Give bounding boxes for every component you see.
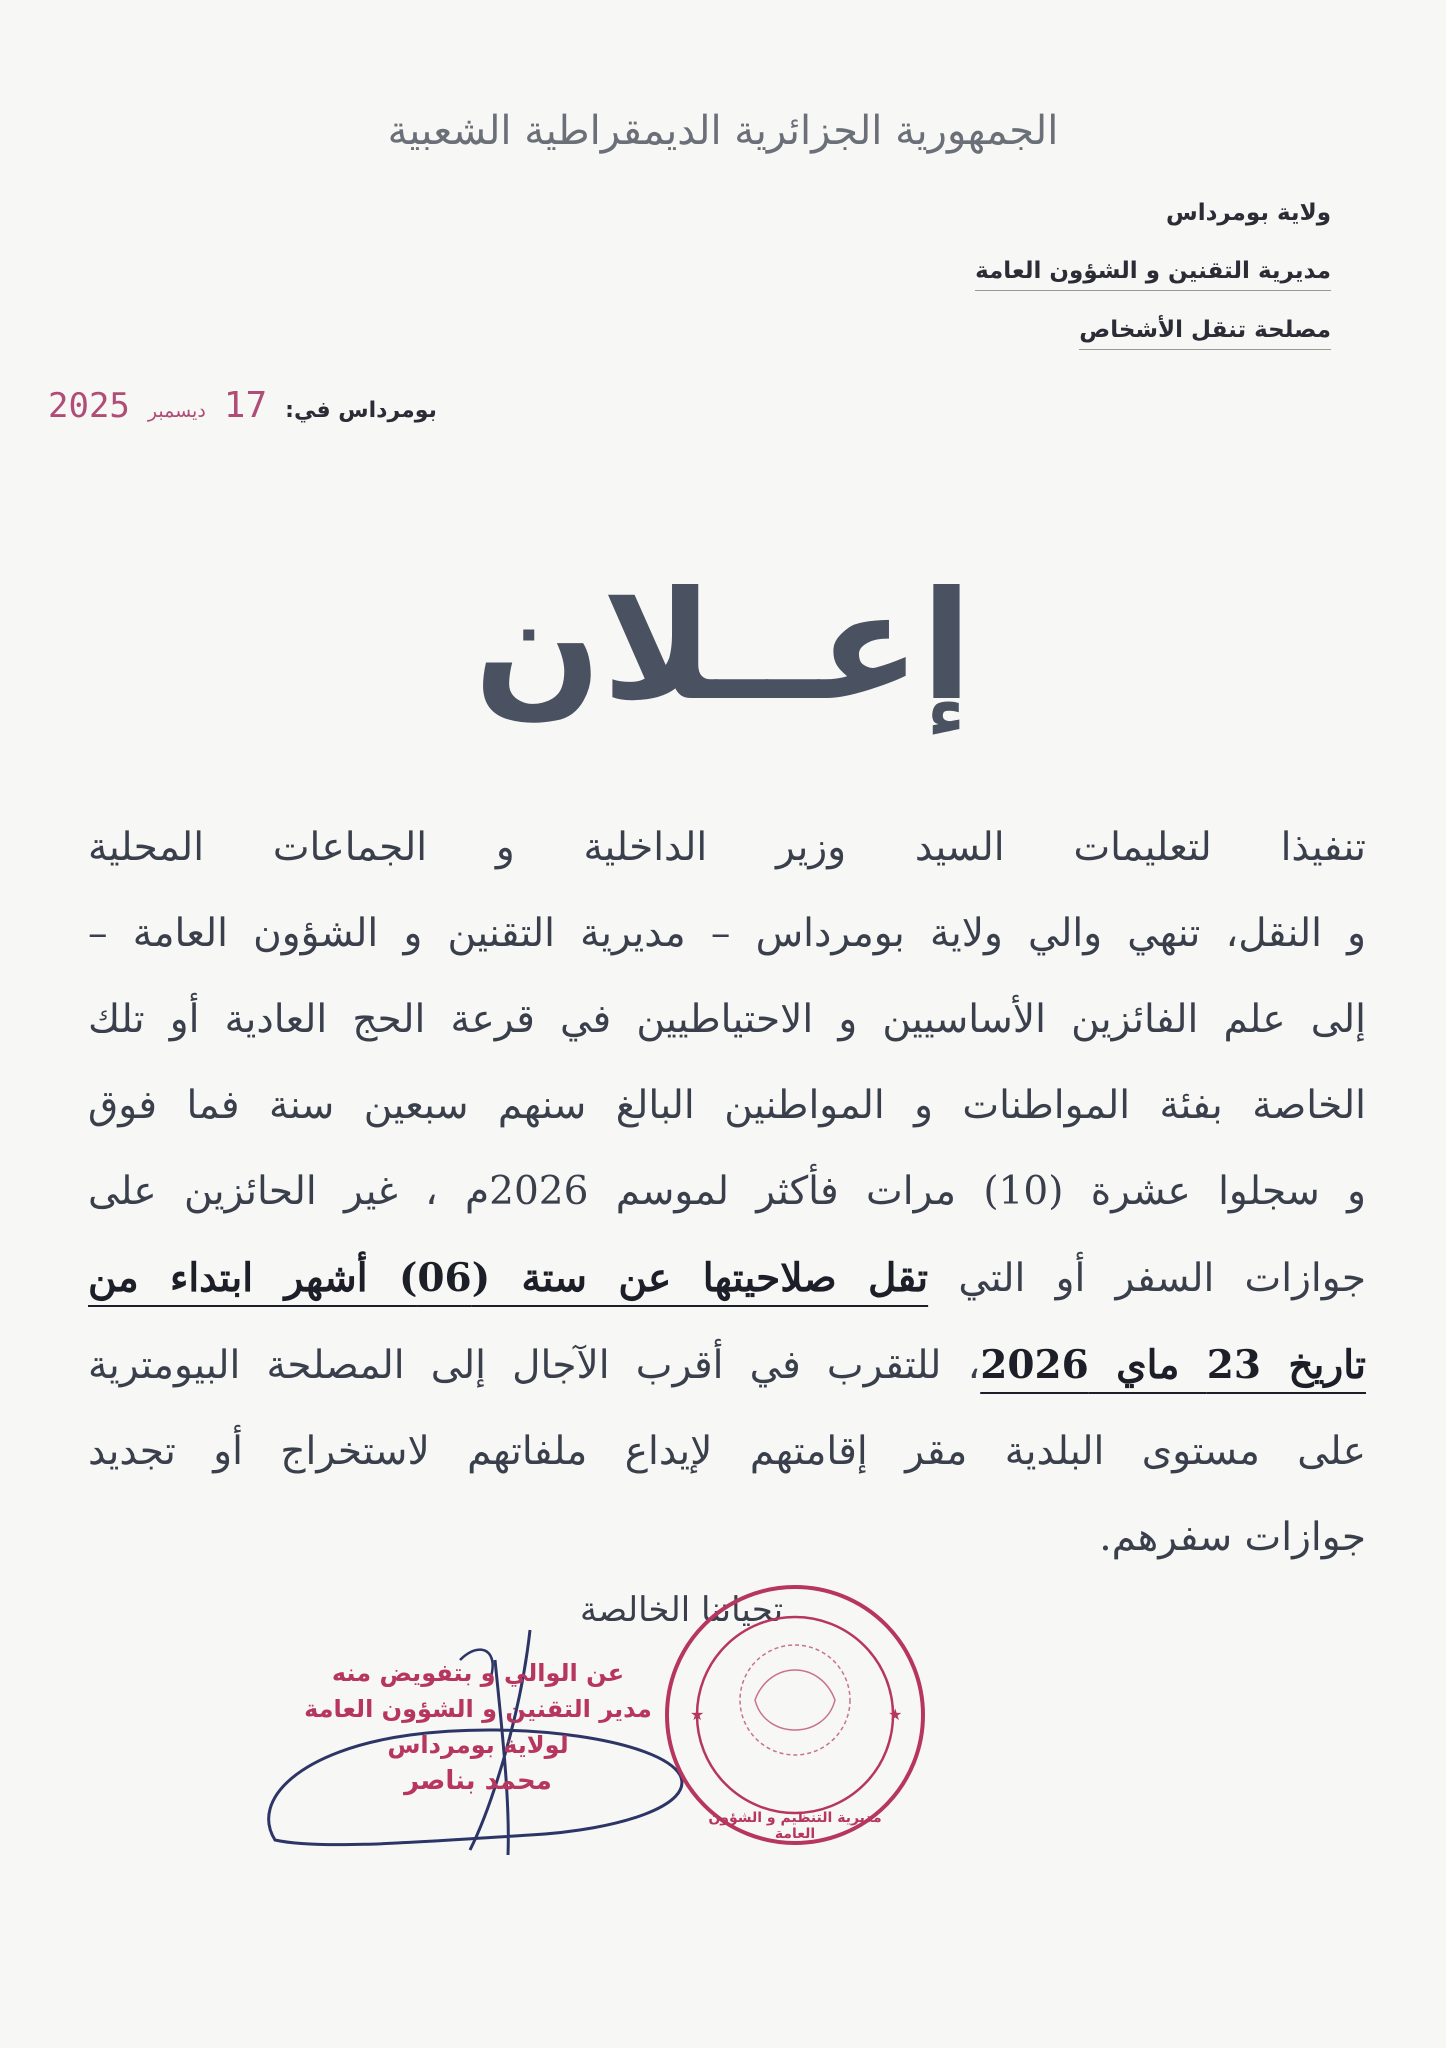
wilaya-name: ولاية بومرداس bbox=[1165, 200, 1331, 226]
signatory-wilaya: لولاية بومرداس bbox=[387, 1731, 569, 1759]
stamp-text: مديرية التنظيم و الشؤون العامة bbox=[708, 1810, 882, 1842]
date-line bbox=[48, 385, 468, 426]
body-text-segment: ، للتقرب في أقرب الآجال إلى المصلحة البيومترية bbox=[88, 1343, 981, 1388]
administrative-header bbox=[975, 200, 1331, 376]
announcement-body bbox=[88, 805, 1366, 1581]
body-line: تنفيذا لتعليمات السيد وزير الداخلية و الجماعات المحلية bbox=[88, 825, 1366, 870]
closing-salutation: تحياتنا الخالصة bbox=[580, 1590, 784, 1630]
body-text-segment: جوازات السفر أو التي bbox=[958, 1256, 1366, 1301]
date-day: 17 bbox=[223, 385, 268, 426]
signatory-title: مدير التقنين و الشؤون العامة bbox=[304, 1695, 652, 1723]
date-year: 2025 bbox=[48, 386, 130, 426]
signatory-block bbox=[268, 1655, 688, 1799]
date-label: بومرداس في: bbox=[285, 398, 437, 423]
body-line: إلى علم الفائزين الأساسيين و الاحتياطيين في قرعة الحج العادية أو تلك bbox=[88, 997, 1366, 1042]
body-line: الخاصة بفئة المواطنات و المواطنين البالغ سنهم سبعين سنة فما فوق bbox=[88, 1083, 1366, 1128]
signatory-delegation: عن الوالي و بتفويض منه bbox=[331, 1659, 625, 1687]
body-line-deadline bbox=[88, 1322, 1366, 1409]
service-name: مصلحة تنقل الأشخاص bbox=[1079, 317, 1331, 350]
body-line: جوازات سفرهم. bbox=[1099, 1515, 1366, 1560]
deadline-date: تاريخ 23 ماي 2026 bbox=[980, 1342, 1366, 1388]
validity-condition: تقل صلاحيتها عن ستة (06) أشهر ابتداء من bbox=[88, 1255, 929, 1301]
svg-text:★: ★ bbox=[888, 1705, 903, 1724]
signatory-name: محمد بناصر bbox=[404, 1766, 552, 1796]
body-line: على مستوى البلدية مقر إقامتهم لإيداع ملفاتهم لاستخراج أو تجديد bbox=[88, 1429, 1366, 1474]
republic-heading: الجمهورية الجزائرية الديمقراطية الشعبية bbox=[387, 108, 1059, 154]
body-line: و سجلوا عشرة (10) مرات فأكثر لموسم 2026م ، غير الحائزين على bbox=[88, 1169, 1367, 1214]
body-line-validity bbox=[88, 1235, 1366, 1322]
announcement-title: إعــلان bbox=[473, 560, 973, 734]
directorate-name: مديرية التقنين و الشؤون العامة bbox=[975, 258, 1331, 291]
date-month: ديسمبر bbox=[147, 400, 206, 422]
svg-text:★: ★ bbox=[690, 1705, 705, 1724]
body-line: و النقل، تنهي والي ولاية بومرداس – مديرية التقنين و الشؤون العامة – bbox=[88, 911, 1366, 956]
